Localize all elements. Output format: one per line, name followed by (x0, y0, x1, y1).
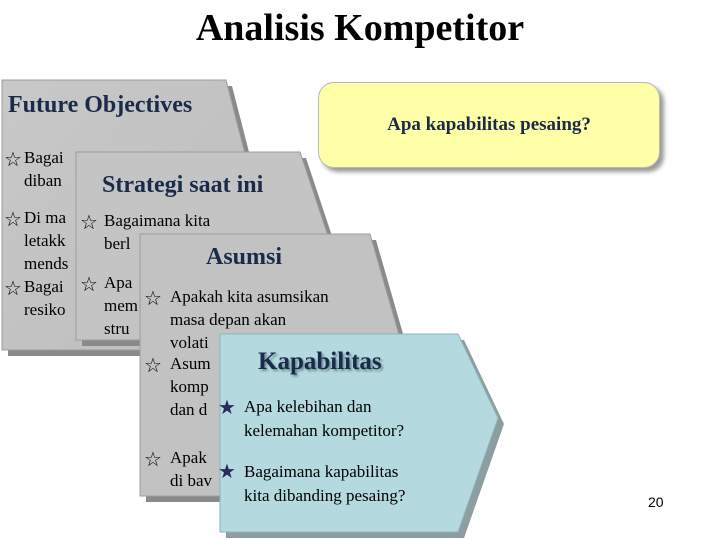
box1-line: Bagai (24, 148, 64, 167)
capability-question-text: Apa kapabilitas pesaing? (387, 114, 591, 135)
asumsi-header: Asumsi (206, 244, 283, 270)
box1-line: Bagai (24, 277, 64, 296)
future-objectives-header: Future Objectives (8, 92, 193, 118)
page-number: 20 (648, 494, 664, 510)
box1-line: diban (24, 171, 62, 190)
outline-star-icon: ☆ (144, 288, 162, 310)
box2-line: Bagaimana kita (104, 211, 211, 230)
box3-line: Asum (170, 354, 211, 373)
box1-line: Di ma (24, 208, 67, 227)
box1-line: mends (24, 254, 69, 273)
box3-line: Apak (170, 448, 207, 467)
outline-star-icon: ☆ (144, 449, 162, 471)
outline-star-icon: ☆ (144, 355, 162, 377)
box3-line: di bav (170, 471, 213, 490)
box3-line: volati (170, 333, 209, 352)
box2-line: stru (104, 319, 130, 338)
box2-line: mem (104, 296, 138, 315)
outline-star-icon: ☆ (4, 209, 22, 231)
outline-star-icon: ☆ (4, 278, 22, 300)
outline-star-icon: ☆ (80, 274, 98, 296)
box4-line: Bagaimana kapabilitas (244, 462, 399, 481)
box2-line: Apa (104, 273, 133, 292)
box1-line: letakk (24, 231, 66, 250)
box1-line: resiko (24, 300, 66, 319)
box3-line: Apakah kita asumsikan (170, 287, 329, 306)
box4-line: kita dibanding pesaing? (244, 486, 406, 505)
box4-line: Apa kelebihan dan (244, 397, 372, 416)
strategi-header: Strategi saat ini (102, 172, 264, 198)
box4-line: kelemahan kompetitor? (244, 421, 405, 440)
filled-star-icon: ★ (218, 461, 236, 483)
box3-line: komp (170, 377, 209, 396)
box3-line: masa depan akan (170, 310, 287, 329)
capability-question-box (318, 82, 660, 168)
filled-star-icon: ★ (218, 397, 236, 419)
outline-star-icon: ☆ (80, 212, 98, 234)
page-title: Analisis Kompetitor (195, 7, 525, 49)
kapabilitas-header: Kapabilitas (258, 348, 382, 375)
outline-star-icon: ☆ (4, 149, 22, 171)
box3-line: dan d (170, 400, 208, 419)
box2-line: berl (104, 234, 131, 253)
